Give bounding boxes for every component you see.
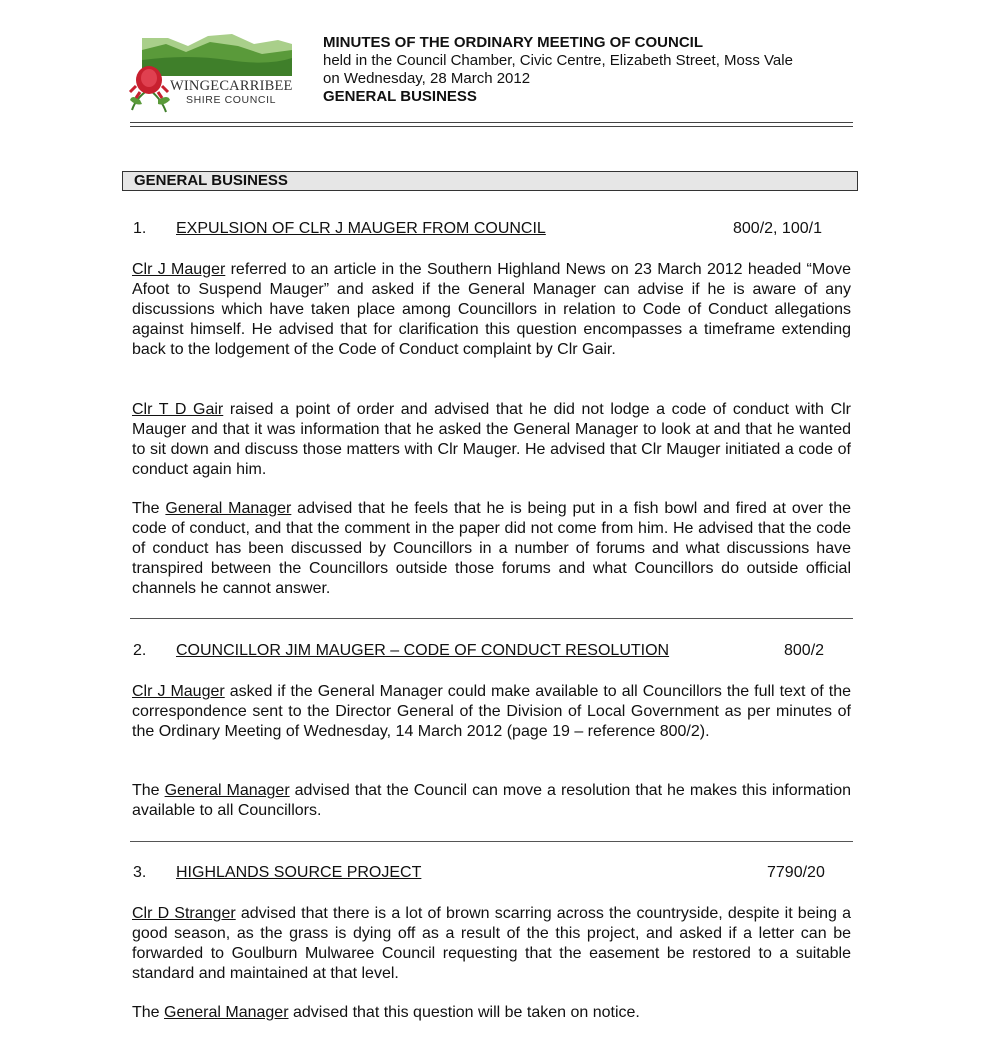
paragraph-text: referred to an article in the Southern Highland News on 23 March 2012 headed “Move Afoot to Suspend Mauger” and asked if the General Manager can advise if he is aware of any discussions which have taken place among Councillors in relation to Code of Conduct allegations against himself. He advised that for clarification this question encompasses a timeframe extending back to the lodgement of the Code of Conduct complaint by Clr Gair. xyxy=(132,261,851,358)
paragraph-text: asked if the General Manager could make available to all Councillors the full text of the correspondence sent to the Director General of the Division of Local Government as per minutes of the Ordinary Meeting of Wednesday, 14 March 2012 (page 19 – reference 800/2). xyxy=(132,683,852,740)
item-1-paragraph-2 xyxy=(132,400,851,480)
header-date: on Wednesday, 28 March 2012 xyxy=(323,70,531,87)
item-1-reference: 800/2, 100/1 xyxy=(733,220,822,237)
item-3-paragraph-2 xyxy=(132,1003,851,1023)
logo-council-subtitle: SHIRE COUNCIL xyxy=(186,94,277,106)
speaker-name: General Manager xyxy=(165,500,292,517)
paragraph-prefix: The xyxy=(132,500,166,517)
header-section: GENERAL BUSINESS xyxy=(323,88,477,105)
paragraph-text: advised that there is a lot of brown scarring across the countryside, despite it being a good season, as the grass is dying off as a result of the this project, and asked if a letter can be forwarded to Goulburn Mulwaree Council requesting that the easement be restored to a suitable standard and maintained at that level. xyxy=(132,905,852,982)
item-divider xyxy=(130,618,853,619)
item-2-reference: 800/2 xyxy=(784,642,825,659)
paragraph-text: advised that this question will be taken on notice. xyxy=(288,1004,640,1021)
paragraph-text: advised that he feels that he is being put in a fish bowl and fired at over the code of conduct, and that the comment in the paper did not come from him. He advised that the code of conduct has been discussed by Councillors in a number of forums and what discussions have transpired between the Councillors outside those forums and what Councillors do outside official channels he cannot answer. xyxy=(132,500,852,597)
paragraph-text: advised that the Council can move a resolution that he makes this information available to all Councillors. xyxy=(132,782,852,819)
item-title: COUNCILLOR JIM MAUGER – CODE OF CONDUCT RESOLUTION xyxy=(176,642,670,659)
item-number: 2. xyxy=(133,642,147,659)
item-3-paragraph-1 xyxy=(132,904,851,984)
speaker-name: General Manager xyxy=(164,782,290,799)
speaker-name: Clr J Mauger xyxy=(132,261,226,278)
item-1-paragraph-1 xyxy=(132,260,851,360)
item-number: 3. xyxy=(133,864,147,881)
item-title: HIGHLANDS SOURCE PROJECT xyxy=(176,864,422,881)
item-1-paragraph-3 xyxy=(132,499,851,599)
speaker-name: Clr J Mauger xyxy=(132,683,225,700)
speaker-name: General Manager xyxy=(164,1004,289,1021)
item-number: 1. xyxy=(133,220,147,237)
item-3-reference: 7790/20 xyxy=(767,864,825,881)
speaker-name: Clr T D Gair xyxy=(132,401,224,418)
header-venue: held in the Council Chamber, Civic Centre, Elizabeth Street, Moss Vale xyxy=(323,52,793,69)
item-divider xyxy=(130,841,853,842)
item-2-paragraph-1 xyxy=(132,682,851,742)
logo-council-name: WINGECARRIBEE xyxy=(170,78,293,94)
item-2-paragraph-2 xyxy=(132,781,851,821)
speaker-name: Clr D Stranger xyxy=(132,905,236,922)
section-title-bar: GENERAL BUSINESS xyxy=(122,171,858,191)
header-title: MINUTES OF THE ORDINARY MEETING OF COUNCIL xyxy=(323,34,704,51)
paragraph-prefix: The xyxy=(132,1004,165,1021)
council-logo xyxy=(128,28,298,114)
paragraph-prefix: The xyxy=(132,782,165,799)
paragraph-text: raised a point of order and advised that he did not lodge a code of conduct with Clr Mauger and that it was information that he asked the General Manager to look at and that he wanted to sit down and discuss those matters with Clr Mauger. He advised that Clr Mauger initiated a code of conduct again him. xyxy=(132,401,852,478)
header-divider xyxy=(130,122,853,127)
item-title: EXPULSION OF CLR J MAUGER FROM COUNCIL xyxy=(176,220,546,237)
document-header xyxy=(323,34,793,106)
